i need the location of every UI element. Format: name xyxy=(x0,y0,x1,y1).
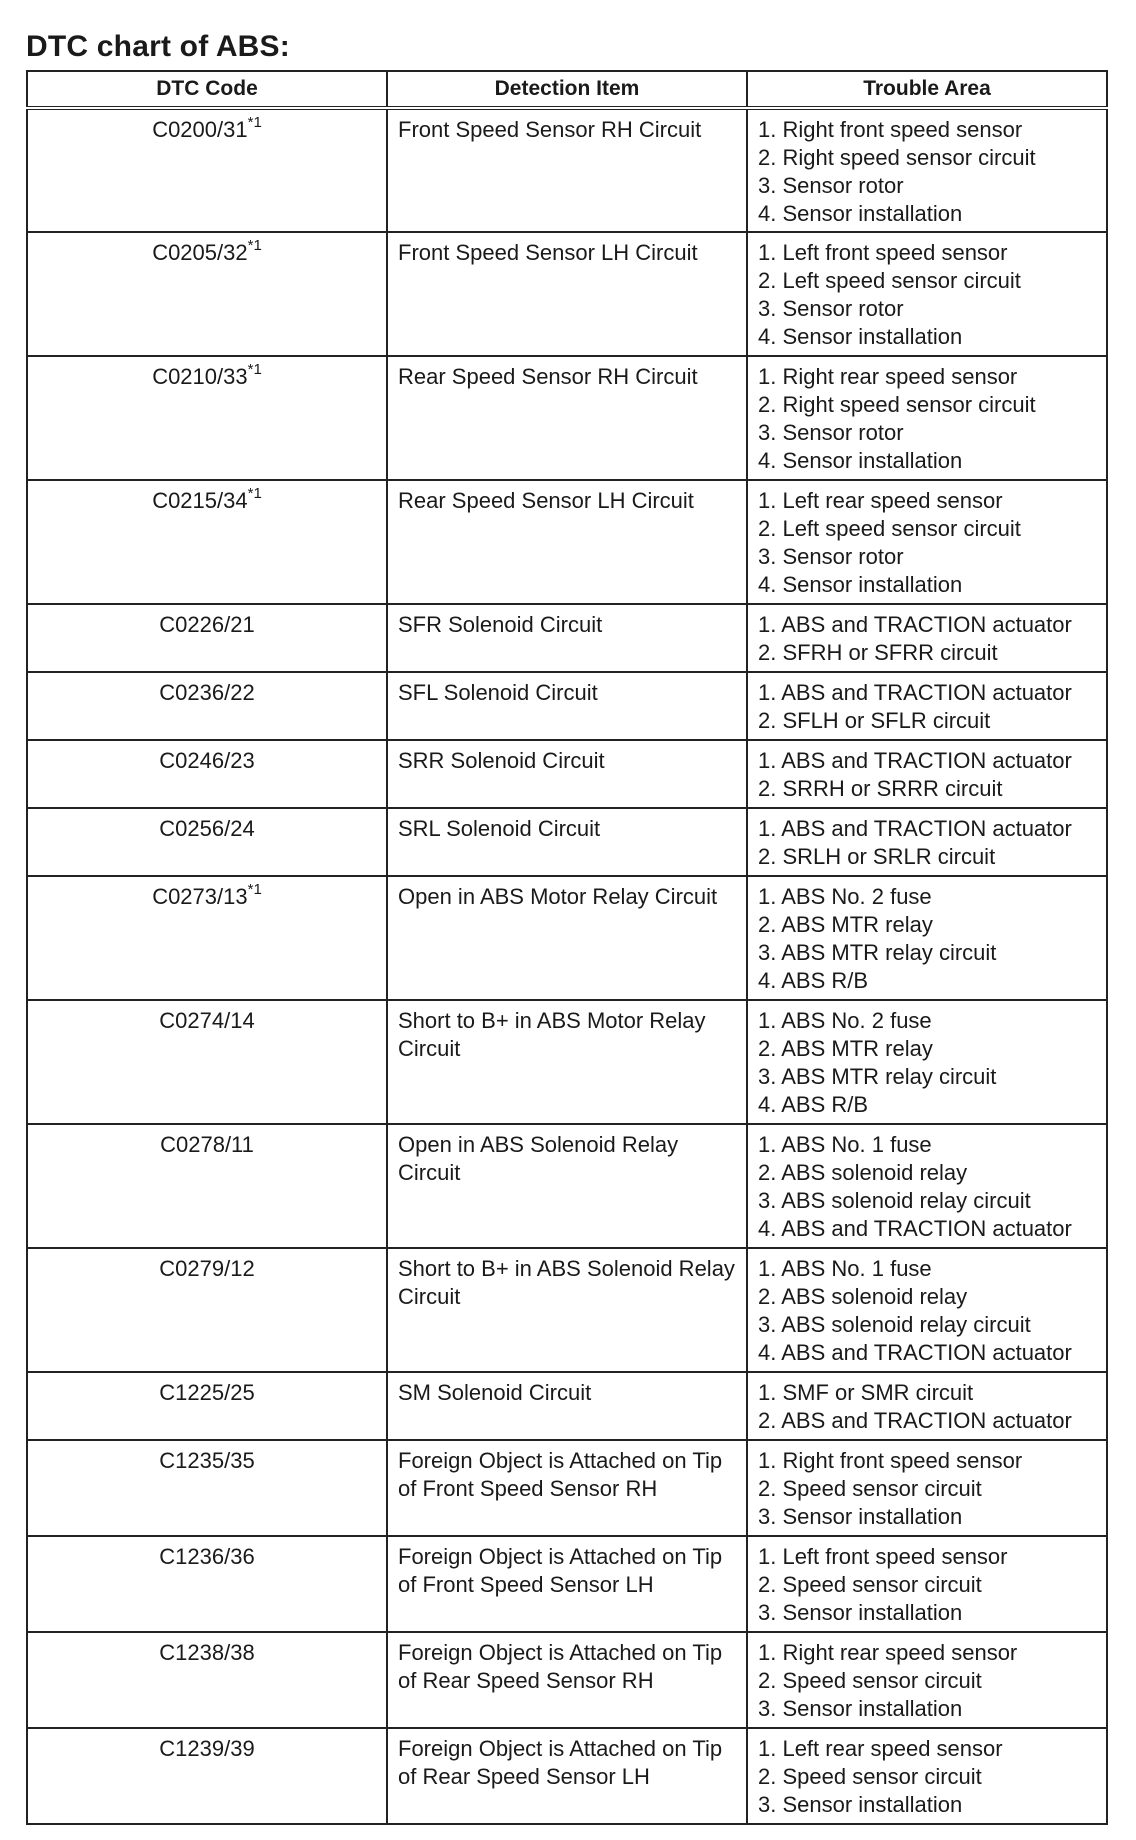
footnote-marker: *1 xyxy=(247,360,262,378)
trouble-area-item: 2. Left speed sensor circuit xyxy=(758,516,1021,541)
dtc-code: C0256/24 xyxy=(159,816,255,841)
trouble-area-cell xyxy=(747,808,1107,876)
detection-item-cell: Rear Speed Sensor RH Circuit xyxy=(387,356,747,480)
trouble-area-cell xyxy=(747,108,1107,232)
table-row xyxy=(27,1632,1107,1728)
dtc-code-cell xyxy=(27,1000,387,1124)
trouble-area-cell xyxy=(747,356,1107,480)
trouble-area-item: 2. Left speed sensor circuit xyxy=(758,268,1021,293)
trouble-area-item: 1. ABS and TRACTION actuator xyxy=(758,612,1072,637)
trouble-area-item: 3. Sensor installation xyxy=(758,1504,963,1529)
detection-item-cell: Foreign Object is Attached on Tip of Rear Speed Sensor LH xyxy=(387,1728,747,1824)
trouble-area-cell xyxy=(747,604,1107,672)
trouble-area-item: 2. SRRH or SRRR circuit xyxy=(758,776,1003,801)
trouble-area-item: 4. Sensor installation xyxy=(758,448,963,473)
trouble-area-item: 3. Sensor installation xyxy=(758,1696,963,1721)
trouble-area-item: 2. SRLH or SRLR circuit xyxy=(758,844,996,869)
table-row xyxy=(27,480,1107,604)
trouble-area-item: 3. ABS MTR relay circuit xyxy=(758,1064,997,1089)
dtc-code-cell xyxy=(27,808,387,876)
trouble-area-item: 2. ABS MTR relay xyxy=(758,1036,933,1061)
table-row xyxy=(27,876,1107,1000)
footnote-marker: *1 xyxy=(247,484,262,502)
trouble-area-item: 2. Right speed sensor circuit xyxy=(758,145,1036,170)
dtc-code: C1238/38 xyxy=(159,1640,255,1665)
dtc-code: C0236/22 xyxy=(159,680,255,705)
trouble-area-cell xyxy=(747,1000,1107,1124)
detection-item-cell: Open in ABS Solenoid Relay Circuit xyxy=(387,1124,747,1248)
dtc-code: C0274/14 xyxy=(159,1008,255,1033)
trouble-area-item: 4. Sensor installation xyxy=(758,201,963,226)
trouble-area-item: 1. ABS No. 1 fuse xyxy=(758,1132,932,1157)
detection-item-cell: SFR Solenoid Circuit xyxy=(387,604,747,672)
trouble-area-item: 1. Right front speed sensor xyxy=(758,117,1023,142)
header-dtc-code: DTC Code xyxy=(27,71,387,108)
trouble-area-cell xyxy=(747,1124,1107,1248)
trouble-area-item: 1. ABS and TRACTION actuator xyxy=(758,816,1072,841)
footnote-marker: *1 xyxy=(247,880,262,898)
trouble-area-item: 4. ABS and TRACTION actuator xyxy=(758,1216,1072,1241)
header-row xyxy=(27,71,1107,108)
table-row xyxy=(27,1124,1107,1248)
trouble-area-item: 2. Right speed sensor circuit xyxy=(758,392,1036,417)
trouble-area-item: 2. SFLH or SFLR circuit xyxy=(758,708,991,733)
trouble-area-item: 1. ABS No. 1 fuse xyxy=(758,1256,932,1281)
table-body xyxy=(27,108,1107,1824)
table-row xyxy=(27,740,1107,808)
table-header xyxy=(27,71,1107,108)
detection-item-cell: Front Speed Sensor LH Circuit xyxy=(387,232,747,356)
dtc-code-cell xyxy=(27,1728,387,1824)
trouble-area-cell xyxy=(747,672,1107,740)
dtc-code: C0215/34 xyxy=(152,488,248,513)
trouble-area-item: 1. ABS and TRACTION actuator xyxy=(758,680,1072,705)
dtc-code-cell xyxy=(27,740,387,808)
trouble-area-item: 1. Right rear speed sensor xyxy=(758,364,1018,389)
trouble-area-item: 2. ABS solenoid relay xyxy=(758,1284,968,1309)
trouble-area-cell xyxy=(747,1440,1107,1536)
table-row xyxy=(27,808,1107,876)
trouble-area-cell xyxy=(747,740,1107,808)
trouble-area-item: 1. Left rear speed sensor xyxy=(758,1736,1003,1761)
detection-item-cell: SFL Solenoid Circuit xyxy=(387,672,747,740)
trouble-area-item: 2. SFRH or SFRR circuit xyxy=(758,640,998,665)
trouble-area-item: 1. Right front speed sensor xyxy=(758,1448,1023,1473)
trouble-area-cell xyxy=(747,1536,1107,1632)
dtc-code-cell xyxy=(27,1632,387,1728)
header-trouble-area: Trouble Area xyxy=(747,71,1107,108)
dtc-code: C1235/35 xyxy=(159,1448,255,1473)
trouble-area-item: 2. ABS and TRACTION actuator xyxy=(758,1408,1072,1433)
trouble-area-cell xyxy=(747,876,1107,1000)
detection-item-cell: SM Solenoid Circuit xyxy=(387,1372,747,1440)
dtc-code: C1225/25 xyxy=(159,1380,255,1405)
trouble-area-item: 3. Sensor installation xyxy=(758,1600,963,1625)
dtc-code: C0210/33 xyxy=(152,364,248,389)
trouble-area-item: 2. ABS solenoid relay xyxy=(758,1160,968,1185)
dtc-code: C1239/39 xyxy=(159,1736,255,1761)
detection-item-cell: Short to B+ in ABS Solenoid Relay Circuit xyxy=(387,1248,747,1372)
detection-item-cell: Front Speed Sensor RH Circuit xyxy=(387,108,747,232)
trouble-area-item: 2. Speed sensor circuit xyxy=(758,1572,982,1597)
trouble-area-item: 3. Sensor rotor xyxy=(758,420,904,445)
trouble-area-item: 3. Sensor installation xyxy=(758,1792,963,1817)
trouble-area-item: 2. Speed sensor circuit xyxy=(758,1668,982,1693)
trouble-area-item: 4. Sensor installation xyxy=(758,324,963,349)
trouble-area-item: 1. ABS No. 2 fuse xyxy=(758,1008,932,1033)
dtc-code-cell xyxy=(27,672,387,740)
dtc-code-cell xyxy=(27,1440,387,1536)
table-row xyxy=(27,232,1107,356)
table-row xyxy=(27,1372,1107,1440)
table-row xyxy=(27,1728,1107,1824)
trouble-area-item: 3. Sensor rotor xyxy=(758,544,904,569)
dtc-code-cell xyxy=(27,1124,387,1248)
dtc-code: C0273/13 xyxy=(152,884,248,909)
trouble-area-cell xyxy=(747,232,1107,356)
dtc-code: C0279/12 xyxy=(159,1256,255,1281)
trouble-area-item: 4. ABS and TRACTION actuator xyxy=(758,1340,1072,1365)
dtc-code-cell xyxy=(27,876,387,1000)
dtc-code: C0226/21 xyxy=(159,612,255,637)
trouble-area-cell xyxy=(747,1372,1107,1440)
trouble-area-item: 2. Speed sensor circuit xyxy=(758,1476,982,1501)
dtc-code-cell xyxy=(27,1372,387,1440)
trouble-area-item: 3. Sensor rotor xyxy=(758,296,904,321)
trouble-area-cell xyxy=(747,480,1107,604)
trouble-area-item: 1. Left front speed sensor xyxy=(758,1544,1008,1569)
trouble-area-item: 1. Left rear speed sensor xyxy=(758,488,1003,513)
table-row xyxy=(27,1440,1107,1536)
trouble-area-item: 1. SMF or SMR circuit xyxy=(758,1380,974,1405)
table-row xyxy=(27,1000,1107,1124)
trouble-area-item: 4. ABS R/B xyxy=(758,968,869,993)
detection-item-cell: SRL Solenoid Circuit xyxy=(387,808,747,876)
trouble-area-item: 4. ABS R/B xyxy=(758,1092,869,1117)
trouble-area-cell xyxy=(747,1248,1107,1372)
table-row xyxy=(27,672,1107,740)
dtc-code-cell xyxy=(27,108,387,232)
footnote-marker: *1 xyxy=(247,113,262,131)
trouble-area-item: 1. ABS No. 2 fuse xyxy=(758,884,932,909)
trouble-area-cell xyxy=(747,1728,1107,1824)
trouble-area-item: 3. ABS solenoid relay circuit xyxy=(758,1312,1031,1337)
dtc-code-cell xyxy=(27,232,387,356)
footnote-marker: *1 xyxy=(247,236,262,254)
detection-item-cell: Short to B+ in ABS Motor Relay Circuit xyxy=(387,1000,747,1124)
detection-item-cell: SRR Solenoid Circuit xyxy=(387,740,747,808)
table-row xyxy=(27,356,1107,480)
dtc-code: C0246/23 xyxy=(159,748,255,773)
trouble-area-item: 1. Left front speed sensor xyxy=(758,240,1008,265)
dtc-code: C0205/32 xyxy=(152,240,248,265)
detection-item-cell: Foreign Object is Attached on Tip of Front Speed Sensor LH xyxy=(387,1536,747,1632)
trouble-area-item: 3. ABS solenoid relay circuit xyxy=(758,1188,1031,1213)
dtc-code-cell xyxy=(27,1536,387,1632)
trouble-area-item: 4. Sensor installation xyxy=(758,572,963,597)
dtc-code: C0278/11 xyxy=(160,1132,254,1157)
trouble-area-cell xyxy=(747,1632,1107,1728)
dtc-code-cell xyxy=(27,1248,387,1372)
table-row xyxy=(27,108,1107,232)
dtc-table xyxy=(26,70,1108,1825)
detection-item-cell: Open in ABS Motor Relay Circuit xyxy=(387,876,747,1000)
detection-item-cell: Foreign Object is Attached on Tip of Front Speed Sensor RH xyxy=(387,1440,747,1536)
trouble-area-item: 2. Speed sensor circuit xyxy=(758,1764,982,1789)
table-row xyxy=(27,604,1107,672)
dtc-code: C1236/36 xyxy=(159,1544,255,1569)
trouble-area-item: 1. Right rear speed sensor xyxy=(758,1640,1018,1665)
dtc-code: C0200/31 xyxy=(152,117,248,142)
trouble-area-item: 1. ABS and TRACTION actuator xyxy=(758,748,1072,773)
trouble-area-item: 2. ABS MTR relay xyxy=(758,912,933,937)
dtc-code-cell xyxy=(27,604,387,672)
table-row xyxy=(27,1248,1107,1372)
dtc-code-cell xyxy=(27,480,387,604)
detection-item-cell: Rear Speed Sensor LH Circuit xyxy=(387,480,747,604)
trouble-area-item: 3. Sensor rotor xyxy=(758,173,904,198)
page-title: DTC chart of ABS: xyxy=(26,30,290,63)
dtc-code-cell xyxy=(27,356,387,480)
header-detection-item: Detection Item xyxy=(387,71,747,108)
trouble-area-item: 3. ABS MTR relay circuit xyxy=(758,940,997,965)
table-row xyxy=(27,1536,1107,1632)
detection-item-cell: Foreign Object is Attached on Tip of Rear Speed Sensor RH xyxy=(387,1632,747,1728)
